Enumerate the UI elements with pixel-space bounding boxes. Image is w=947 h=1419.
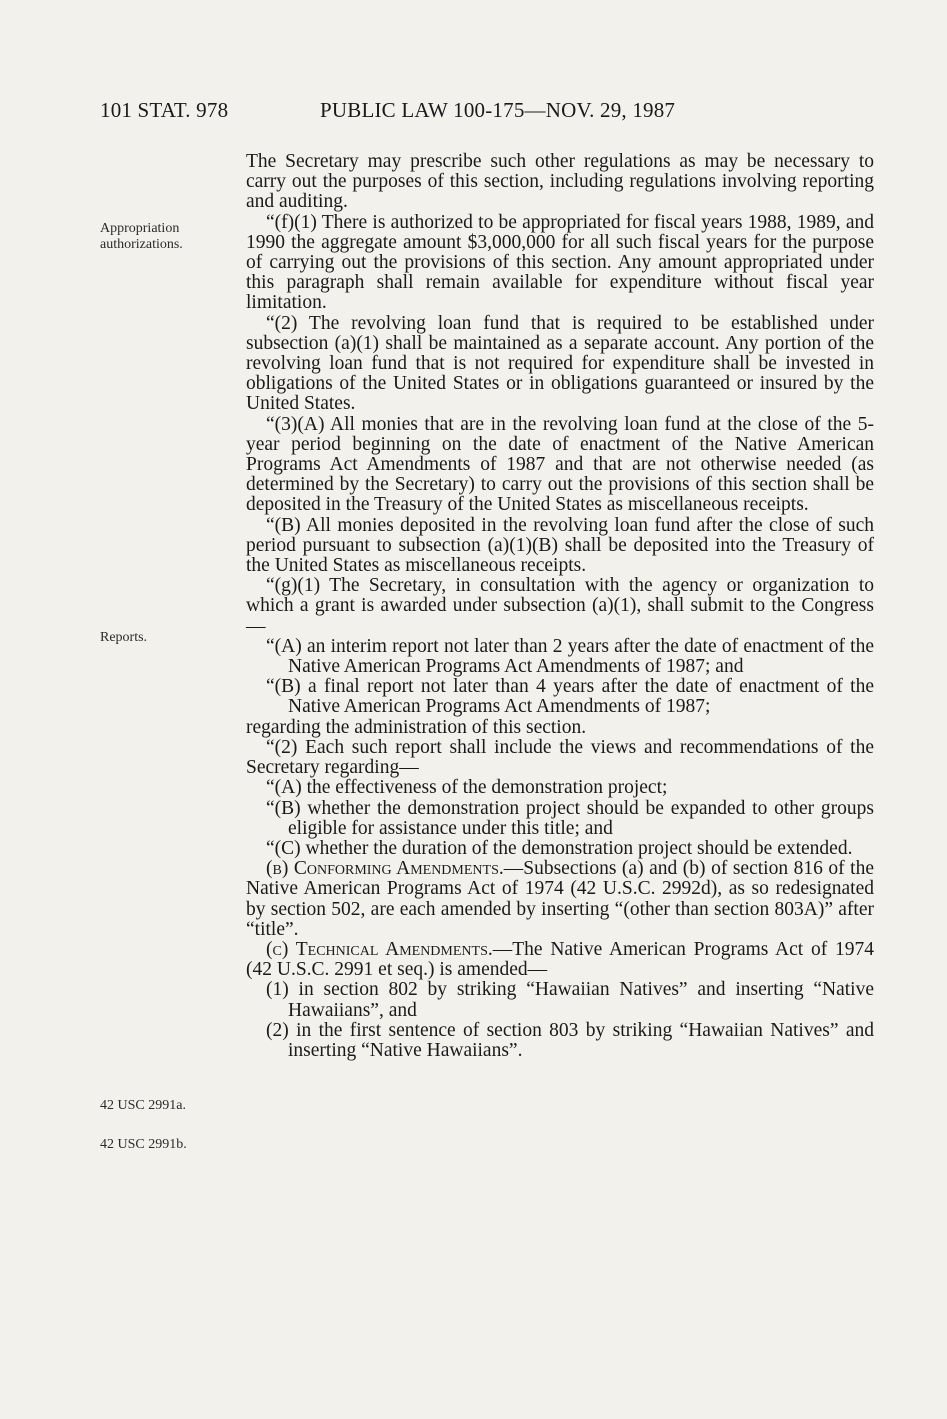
stat-page-number: 101 STAT. 978 (100, 98, 229, 122)
body-text (246, 152, 874, 1061)
margin-note-usc-2991b: 42 USC 2991b. (100, 1137, 187, 1152)
paragraph-g2b: “(B) whether the demonstration project should be expanded to other groups eligible for assistance under this title; and (266, 797, 874, 839)
paragraph-f3b: “(B) All monies deposited in the revolving loan fund after the close of such period pursuant to subsection (a)(1)(B) shall be deposited into the Treasury of the United States as miscellaneous receipts. (246, 514, 874, 577)
paragraph-c2: (2) in the first sentence of section 803 by striking “Hawaiian Natives” and inserting “Native Hawaiians”. (266, 1019, 874, 1061)
paragraph-g1b: “(B) a final report not later than 4 years after the date of enactment of the Native American Programs Act Amendments of 1987; (266, 676, 874, 718)
margin-note-reports: Reports. (100, 630, 148, 645)
paragraph-f3a: “(3)(A) All monies that are in the revolving loan fund at the close of the 5-year period beginning on the date of enactment of the Native American Programs Act Amendments of 1987 and that are not otherwise needed (as determined by the Secretary) to carry out the provisions of this section shall be deposited in the Treasury of the United States as miscellaneous receipts. (246, 413, 874, 516)
paragraph-g1a: “(A) an interim report not later than 2 years after the date of enactment of the Native American Programs Act Amendments of 1987; and (266, 635, 874, 678)
technical-amendments-text: —The Native American Programs Act of 1974 (42 U.S.C. 2991 et seq.) is amended— (246, 938, 874, 981)
paragraph-g1-tail: regarding the administration of this section. (246, 716, 587, 738)
margin-note-appropriation: Appropriation authorizations. (100, 221, 183, 252)
conforming-amendments-heading: (b) Conforming Amendments. (266, 858, 504, 880)
paragraph-c (246, 940, 874, 980)
paragraph-g2: “(2) Each such report shall include the views and recommendations of the Secretary regarding— (246, 736, 874, 779)
paragraph-g1: “(g)(1) The Secretary, in consultation with the agency or organization to which a grant is awarded under subsection (a)(1), shall submit to the Congress— (246, 575, 874, 637)
technical-amendments-heading: (c) Technical Amendments. (266, 938, 493, 960)
conforming-amendments-text: —Subsections (a) and (b) of section 816 of the Native American Programs Act of 1974 (42 U.S.C. 2992d), as so redesignated by section 502, are each amended by inserting “(other than section 803A)” after “title”. (246, 858, 874, 940)
public-law-title: PUBLIC LAW 100-175—NOV. 29, 1987 (320, 98, 676, 122)
paragraph-c1: (1) in section 802 by striking “Hawaiian Natives” and inserting “Native Hawaiians”, and (266, 979, 874, 1021)
margin-note-usc-2991a: 42 USC 2991a. (100, 1098, 186, 1113)
paragraph-f2: “(2) The revolving loan fund that is required to be established under subsection (a)(1) shall be maintained as a separate account. Any portion of the revolving loan fund that is not required for expenditure shall be invested in obligations of the United States or in obligations guaranteed or insured by the United States. (246, 312, 874, 415)
paragraph-g2c: “(C) whether the duration of the demonstration project should be extended. (266, 837, 853, 859)
paragraph-f1: “(f)(1) There is authorized to be appropriated for fiscal years 1988, 1989, and 1990 the aggregate amount $3,000,000 for all such fiscal years for the purpose of carrying out the provisions of this section. Any amount appropriated under this paragraph shall remain available for expenditure without fiscal year limitation. (246, 211, 874, 314)
paragraph-b (246, 859, 874, 940)
paragraph-g2a: “(A) the effectiveness of the demonstration project; (266, 777, 668, 799)
paragraph: The Secretary may prescribe such other regulations as may be necessary to carry out the purposes of this section, including regulations involving reporting and auditing. (246, 151, 874, 213)
